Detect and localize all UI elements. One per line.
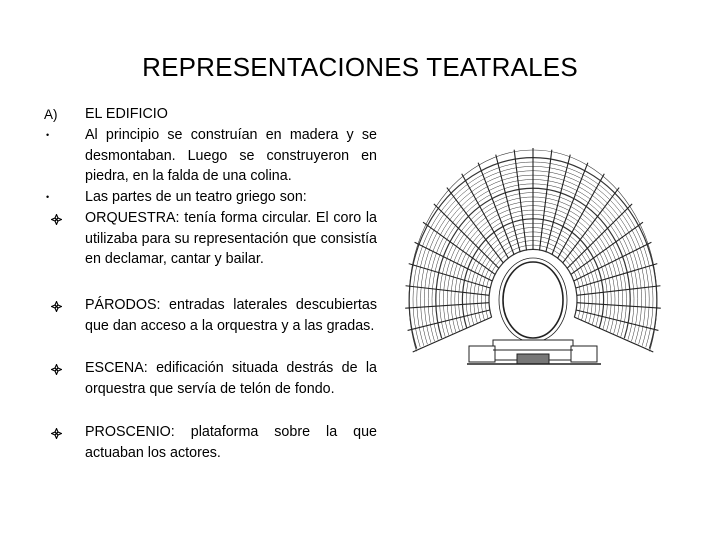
bullet: • (46, 130, 50, 140)
list-item-text: Al principio se construían en madera y se desmontaban. Luego se construyeron en piedra, en la falda de una colina. (85, 127, 377, 185)
slide-title: REPRESENTACIONES TEATRALES (142, 52, 578, 82)
diamond-bullet-icon (51, 364, 62, 375)
greek-theater-illustration-icon (405, 118, 685, 378)
diamond-bullet-icon (51, 301, 62, 312)
section-heading: EL EDIFICIO (85, 106, 168, 122)
diamond-bullet-icon (51, 428, 62, 439)
theater-skene (467, 340, 601, 364)
list-item-text: ORQUESTRA: tenía forma circular. El coro la utilizaba para su representación que consistía en declamar, cantar y bailar. (85, 210, 377, 268)
diamond-bullet-icon (51, 214, 62, 225)
list-item-text: Las partes de un teatro griego son: (85, 189, 307, 205)
theater-orchestra (499, 258, 567, 342)
list-item-text: ESCENA: edificación situada destrás de la orquestra que servía de telón de fondo. (85, 360, 377, 397)
list-item-text: PÁRODOS: entradas laterales descubiertas que dan acceso a la orquestra y a las gradas. (85, 297, 377, 334)
list-item-text: PROSCENIO: plataforma sobre la que actuaban los actores. (85, 424, 377, 461)
section-marker: A) (44, 107, 58, 122)
bullet: • (46, 192, 50, 202)
